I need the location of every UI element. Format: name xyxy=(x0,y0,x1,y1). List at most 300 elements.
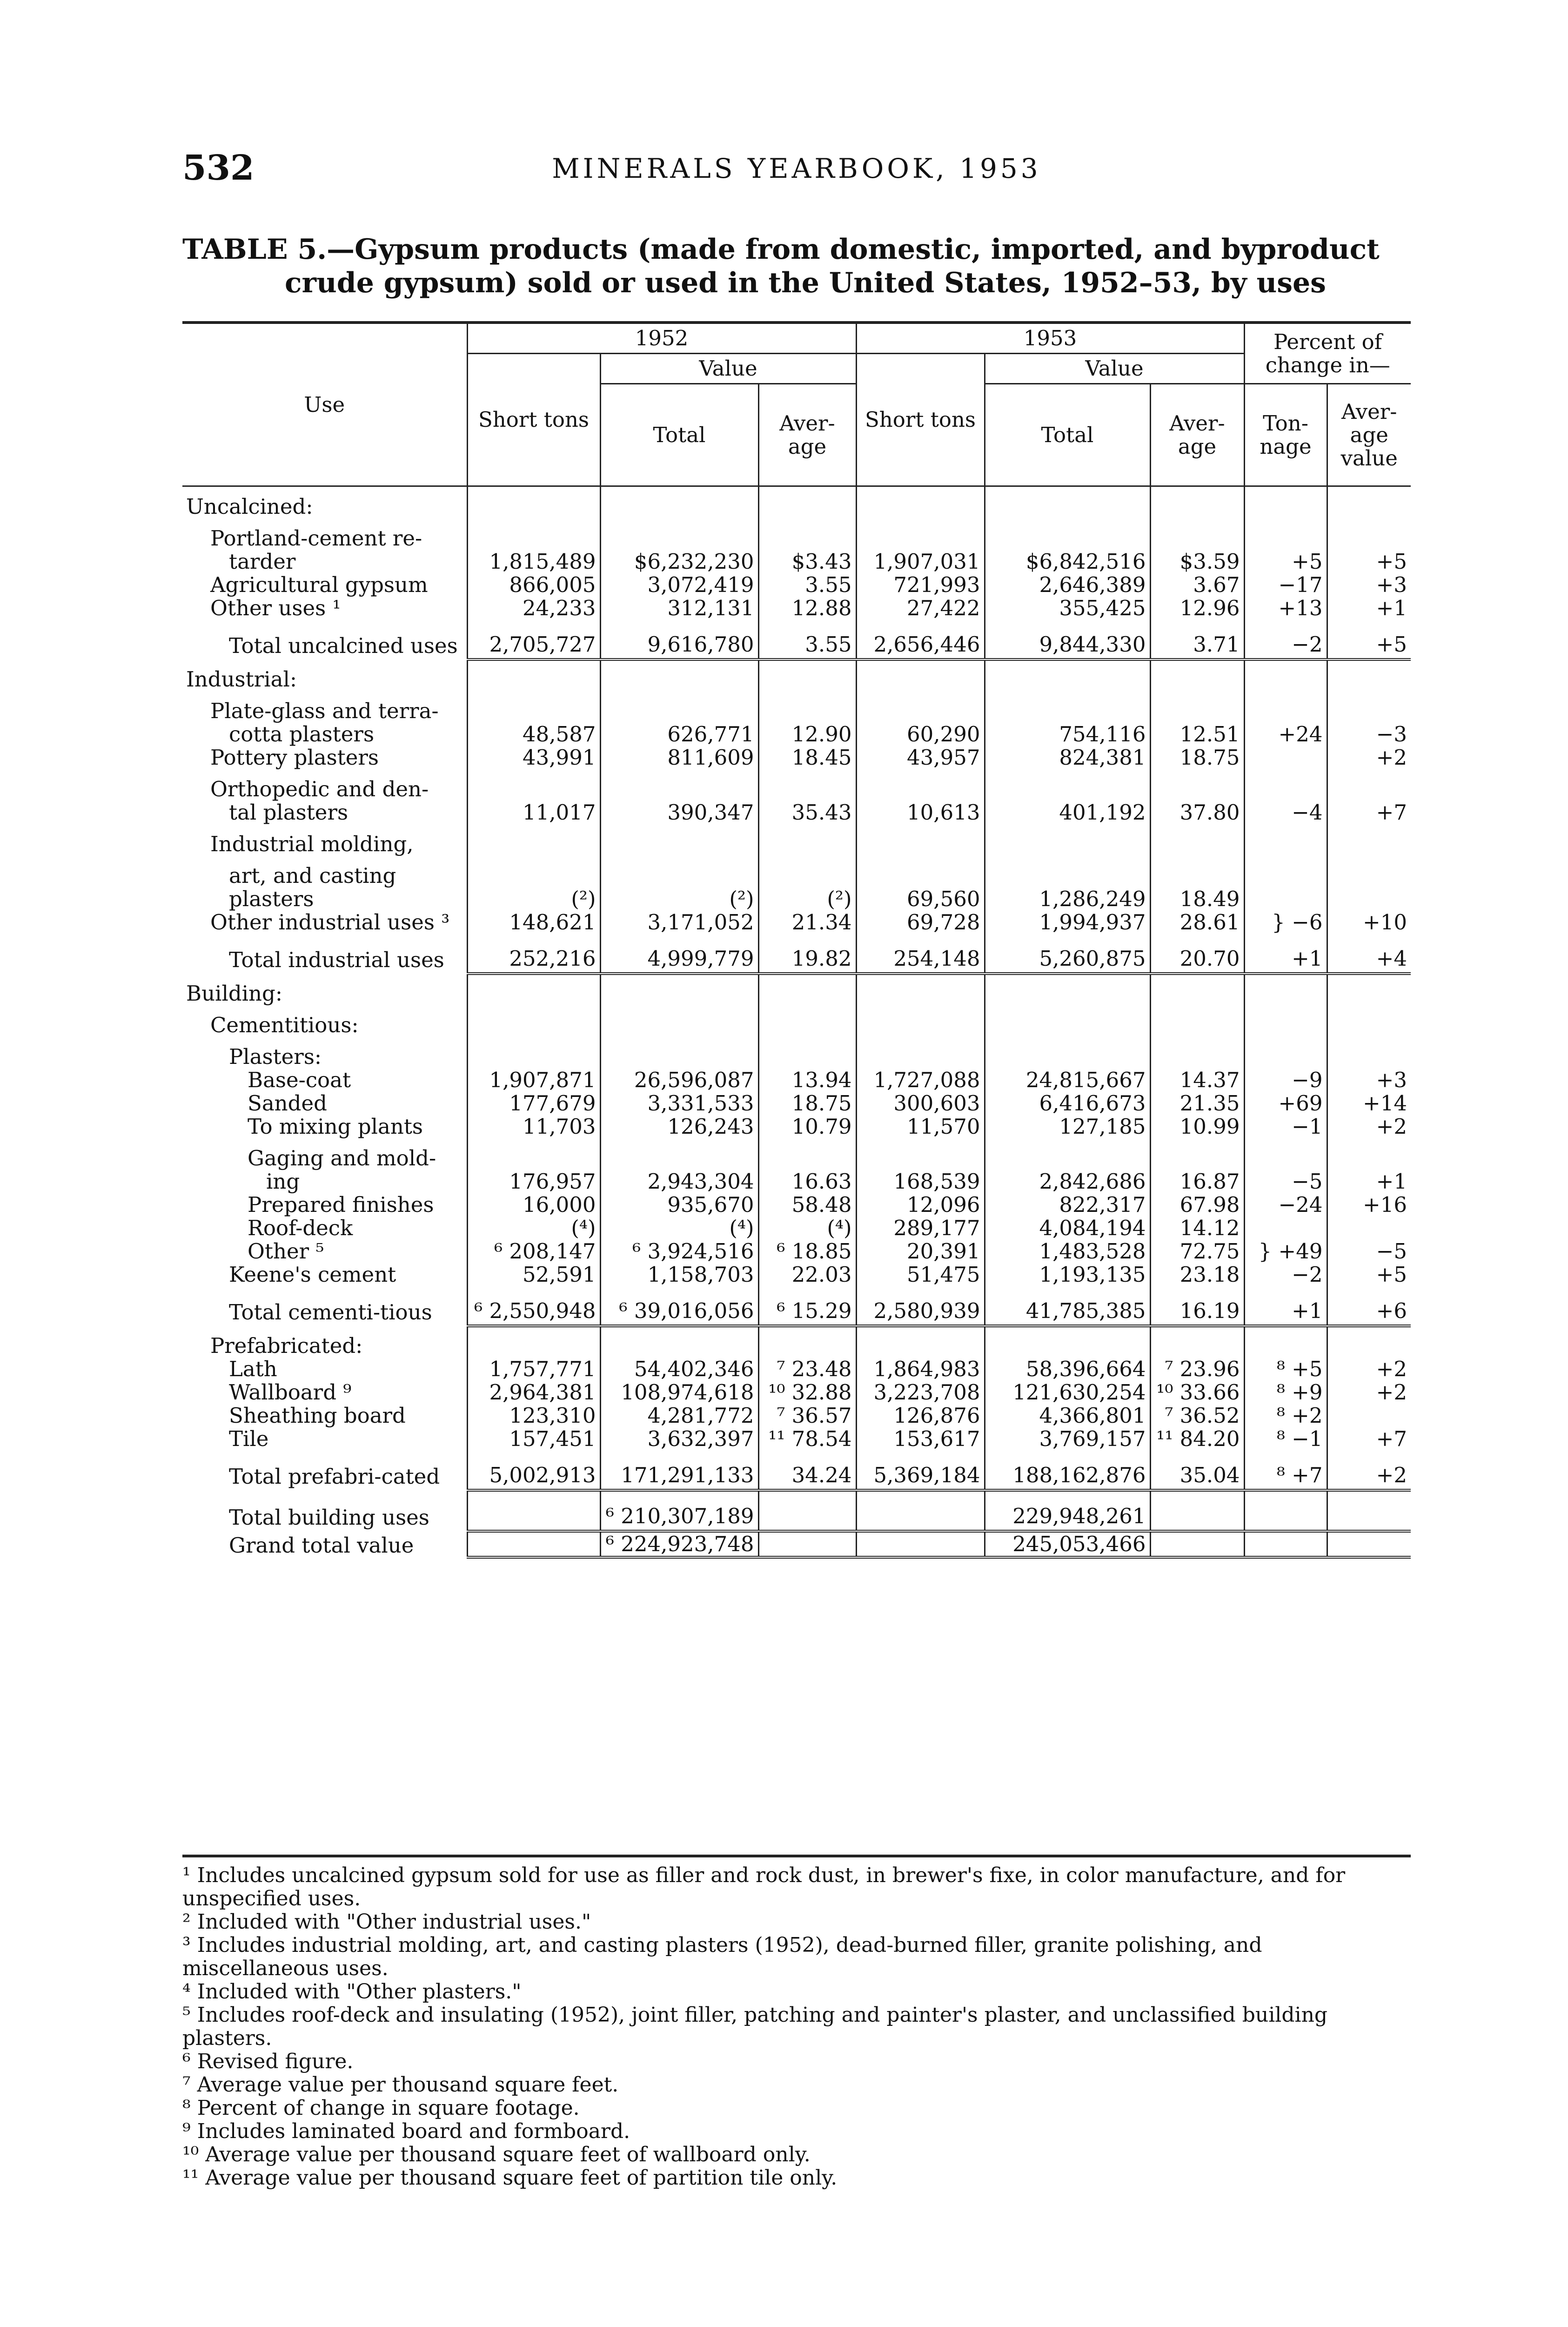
cell xyxy=(985,659,1150,691)
cell xyxy=(467,1531,600,1557)
total-row xyxy=(182,1531,1411,1557)
cell xyxy=(985,824,1150,856)
cell: +1 xyxy=(1244,1286,1327,1326)
cell: 5,002,913 xyxy=(467,1451,600,1490)
cell xyxy=(467,691,600,723)
cell xyxy=(467,974,600,1005)
row-label: plasters xyxy=(229,887,314,911)
cell xyxy=(600,824,758,856)
cell xyxy=(985,518,1150,550)
cell xyxy=(467,518,600,550)
cell: 19.82 xyxy=(758,934,856,974)
cell: 3.71 xyxy=(1150,620,1244,659)
cell: 18.49 xyxy=(1150,888,1244,911)
cell: 10,613 xyxy=(856,801,985,824)
total-row xyxy=(182,1490,1411,1531)
table-row xyxy=(182,1115,1411,1138)
table-row xyxy=(182,1069,1411,1092)
cell xyxy=(1327,659,1411,691)
row-label: Base-coat xyxy=(248,1068,351,1092)
cell: 12.90 xyxy=(758,723,856,746)
cell: +14 xyxy=(1327,1092,1411,1115)
cell xyxy=(758,1531,856,1557)
cell xyxy=(1327,1531,1411,1557)
section-heading-row xyxy=(182,856,1411,888)
section-heading-row xyxy=(182,824,1411,856)
cell: 1,815,489 xyxy=(467,550,600,573)
row-label: Gaging and mold- xyxy=(248,1146,436,1170)
cell: 245,053,466 xyxy=(985,1531,1150,1557)
cell xyxy=(985,1326,1150,1358)
section-heading-row xyxy=(182,1005,1411,1037)
cell: −2 xyxy=(1244,620,1327,659)
cell: 52,591 xyxy=(467,1263,600,1286)
row-label: Sheathing board xyxy=(229,1403,406,1428)
cell: 41,785,385 xyxy=(985,1286,1150,1326)
cell xyxy=(1244,824,1327,856)
cell: 2,964,381 xyxy=(467,1381,600,1404)
cell: 3,632,397 xyxy=(600,1427,758,1451)
cell: +5 xyxy=(1327,550,1411,573)
cell xyxy=(1150,824,1244,856)
row-label: Total prefabri-cated xyxy=(229,1464,440,1489)
cell xyxy=(1150,486,1244,519)
cell xyxy=(1327,691,1411,723)
cell: 229,948,261 xyxy=(985,1490,1150,1531)
cell: } −6 xyxy=(1244,911,1327,934)
cell: +5 xyxy=(1327,1263,1411,1286)
cell xyxy=(758,974,856,1005)
cell: 176,957 xyxy=(467,1170,600,1193)
cell: ⁸ +9 xyxy=(1244,1381,1327,1404)
cell: 12.88 xyxy=(758,597,856,620)
cell: 48,587 xyxy=(467,723,600,746)
cell: 20,391 xyxy=(856,1240,985,1263)
row-label: To mixing plants xyxy=(248,1114,423,1139)
cell xyxy=(1244,1490,1327,1531)
cell: 390,347 xyxy=(600,801,758,824)
table-caption xyxy=(182,233,1411,300)
row-label: Prepared finishes xyxy=(248,1192,434,1217)
cell xyxy=(1327,974,1411,1005)
footnote: ¹¹ Average value per thousand square feet of partition tile only. xyxy=(182,2166,838,2190)
cell: −4 xyxy=(1244,801,1327,824)
cell xyxy=(1244,1531,1327,1557)
header-total-1952: Total xyxy=(600,384,758,486)
row-label: ing xyxy=(266,1169,300,1194)
cell: 822,317 xyxy=(985,1193,1150,1217)
cell: 54,402,346 xyxy=(600,1358,758,1381)
header-year-1953: 1953 xyxy=(856,323,1244,354)
cell: ⁷ 36.52 xyxy=(1150,1404,1244,1427)
cell xyxy=(1150,974,1244,1005)
row-label: Plate-glass and terra- xyxy=(210,699,439,723)
cell: 157,451 xyxy=(467,1427,600,1451)
caption-line-2: crude gypsum) sold or used in the United States, 1952–53, by uses xyxy=(285,267,1326,299)
cell: 824,381 xyxy=(985,746,1150,769)
table-row xyxy=(182,1193,1411,1217)
cell: (²) xyxy=(758,888,856,911)
cell xyxy=(467,1490,600,1531)
cell: 14.12 xyxy=(1150,1217,1244,1240)
cell: 18.75 xyxy=(758,1092,856,1115)
cell xyxy=(600,1326,758,1358)
row-label: Total industrial uses xyxy=(229,948,444,972)
cell xyxy=(856,974,985,1005)
cell: ¹⁰ 32.88 xyxy=(758,1381,856,1404)
cell xyxy=(467,486,600,519)
cell: +2 xyxy=(1327,1381,1411,1404)
cell: 1,158,703 xyxy=(600,1263,758,1286)
header-percent-change: Percent of change in— xyxy=(1244,323,1411,384)
cell: +4 xyxy=(1327,934,1411,974)
footnote: ⁷ Average value per thousand square feet. xyxy=(182,2073,619,2097)
row-label: Total building uses xyxy=(229,1505,429,1530)
cell xyxy=(985,974,1150,1005)
cell xyxy=(758,518,856,550)
cell xyxy=(1244,1037,1327,1069)
cell xyxy=(1327,1490,1411,1531)
section-heading-row xyxy=(182,769,1411,801)
cell: 13.94 xyxy=(758,1069,856,1092)
cell: 171,291,133 xyxy=(600,1451,758,1490)
cell: +7 xyxy=(1327,1427,1411,1451)
row-label: Grand total value xyxy=(229,1533,414,1558)
total-row xyxy=(182,620,1411,659)
cell: 16,000 xyxy=(467,1193,600,1217)
row-label: Roof-deck xyxy=(248,1216,353,1240)
section-heading-row xyxy=(182,486,1411,519)
table-container xyxy=(182,321,1411,1559)
section-heading-row xyxy=(182,691,1411,723)
cell xyxy=(1244,659,1327,691)
cell: 10.99 xyxy=(1150,1115,1244,1138)
cell: +3 xyxy=(1327,1069,1411,1092)
cell xyxy=(1244,518,1327,550)
cell xyxy=(600,1037,758,1069)
table-row xyxy=(182,550,1411,573)
cell: ⁸ −1 xyxy=(1244,1427,1327,1451)
row-label: Uncalcined: xyxy=(186,494,313,519)
table-header xyxy=(182,323,1411,486)
cell xyxy=(856,1531,985,1557)
cell: } +49 xyxy=(1244,1240,1327,1263)
cell xyxy=(1244,486,1327,519)
cell xyxy=(758,1326,856,1358)
cell: 6,416,673 xyxy=(985,1092,1150,1115)
cell: 28.61 xyxy=(1150,911,1244,934)
cell: 3,072,419 xyxy=(600,573,758,597)
cell: 22.03 xyxy=(758,1263,856,1286)
table-row xyxy=(182,801,1411,824)
cell xyxy=(1327,1404,1411,1427)
cell: 23.18 xyxy=(1150,1263,1244,1286)
cell: +2 xyxy=(1327,1451,1411,1490)
gypsum-products-table xyxy=(182,321,1411,1559)
cell: 2,842,686 xyxy=(985,1170,1150,1193)
cell: 24,815,667 xyxy=(985,1069,1150,1092)
cell xyxy=(1150,1531,1244,1557)
cell xyxy=(1150,659,1244,691)
cell xyxy=(467,824,600,856)
cell xyxy=(1327,1326,1411,1358)
footnotes xyxy=(182,1855,1411,2190)
total-row xyxy=(182,1286,1411,1326)
cell xyxy=(985,486,1150,519)
cell: ¹⁰ 33.66 xyxy=(1150,1381,1244,1404)
cell: 3.55 xyxy=(758,573,856,597)
row-label: Industrial: xyxy=(186,667,297,692)
cell xyxy=(758,769,856,801)
table-row xyxy=(182,1092,1411,1115)
cell: ⁷ 23.96 xyxy=(1150,1358,1244,1381)
row-label: art, and casting xyxy=(229,863,396,888)
cell xyxy=(1327,888,1411,911)
cell xyxy=(856,769,985,801)
cell xyxy=(600,769,758,801)
cell xyxy=(758,659,856,691)
cell: 2,943,304 xyxy=(600,1170,758,1193)
cell: $6,842,516 xyxy=(985,550,1150,573)
cell: 67.98 xyxy=(1150,1193,1244,1217)
cell: +7 xyxy=(1327,801,1411,824)
footnote: ³ Includes industrial molding, art, and casting plasters (1952), dead-burned filler, granite polishing, and miscellaneous uses. xyxy=(182,1933,1262,1980)
cell: 300,603 xyxy=(856,1092,985,1115)
cell: 626,771 xyxy=(600,723,758,746)
cell: 16.87 xyxy=(1150,1170,1244,1193)
cell: 16.19 xyxy=(1150,1286,1244,1326)
row-label: Other industrial uses ³ xyxy=(210,910,450,935)
cell: +10 xyxy=(1327,911,1411,934)
cell: 401,192 xyxy=(985,801,1150,824)
total-row xyxy=(182,1451,1411,1490)
cell: 43,957 xyxy=(856,746,985,769)
cell xyxy=(1150,691,1244,723)
section-heading-row xyxy=(182,974,1411,1005)
cell: 126,243 xyxy=(600,1115,758,1138)
row-label: cotta plasters xyxy=(229,722,375,747)
table-row xyxy=(182,1381,1411,1404)
cell xyxy=(1327,518,1411,550)
cell: 177,679 xyxy=(467,1092,600,1115)
header-short-tons-1952: Short tons xyxy=(467,354,600,486)
cell: 1,757,771 xyxy=(467,1358,600,1381)
cell: 24,233 xyxy=(467,597,600,620)
row-label: Building: xyxy=(186,981,282,1006)
cell: 3,769,157 xyxy=(985,1427,1150,1451)
cell: 2,646,389 xyxy=(985,573,1150,597)
cell xyxy=(600,1138,758,1170)
cell xyxy=(856,1037,985,1069)
header-use: Use xyxy=(182,323,467,486)
row-label: Keene's cement xyxy=(229,1262,396,1287)
cell: +2 xyxy=(1327,746,1411,769)
cell xyxy=(1327,486,1411,519)
cell: ⁸ +2 xyxy=(1244,1404,1327,1427)
cell xyxy=(985,856,1150,888)
cell: −5 xyxy=(1327,1240,1411,1263)
table-row xyxy=(182,597,1411,620)
cell: 5,369,184 xyxy=(856,1451,985,1490)
cell: ⁶ 15.29 xyxy=(758,1286,856,1326)
cell: 12.96 xyxy=(1150,597,1244,620)
cell xyxy=(600,856,758,888)
cell: 11,017 xyxy=(467,801,600,824)
cell xyxy=(1244,856,1327,888)
cell xyxy=(467,1326,600,1358)
cell xyxy=(856,518,985,550)
cell: 2,580,939 xyxy=(856,1286,985,1326)
cell: 148,621 xyxy=(467,911,600,934)
cell xyxy=(600,518,758,550)
cell: +5 xyxy=(1327,620,1411,659)
cell xyxy=(1244,746,1327,769)
cell: ⁸ +7 xyxy=(1244,1451,1327,1490)
table-row xyxy=(182,1217,1411,1240)
cell: 5,260,875 xyxy=(985,934,1150,974)
cell xyxy=(985,1037,1150,1069)
cell xyxy=(758,1037,856,1069)
cell: 123,310 xyxy=(467,1404,600,1427)
cell xyxy=(1150,769,1244,801)
cell: −3 xyxy=(1327,723,1411,746)
row-label: Other uses ¹ xyxy=(210,596,341,620)
cell: 43,991 xyxy=(467,746,600,769)
cell: 9,616,780 xyxy=(600,620,758,659)
cell: 34.24 xyxy=(758,1451,856,1490)
cell xyxy=(1244,691,1327,723)
cell: +2 xyxy=(1327,1358,1411,1381)
cell: 1,727,088 xyxy=(856,1069,985,1092)
cell xyxy=(856,1326,985,1358)
cell: 935,670 xyxy=(600,1193,758,1217)
cell xyxy=(1244,974,1327,1005)
table-row xyxy=(182,573,1411,597)
row-label: Tile xyxy=(229,1426,269,1451)
cell xyxy=(467,769,600,801)
cell: ⁶ 210,307,189 xyxy=(600,1490,758,1531)
row-label: tal plasters xyxy=(229,800,348,825)
cell: −17 xyxy=(1244,573,1327,597)
cell: ⁶ 18.85 xyxy=(758,1240,856,1263)
cell xyxy=(985,769,1150,801)
cell xyxy=(1150,1326,1244,1358)
cell: (²) xyxy=(467,888,600,911)
row-label: Agricultural gypsum xyxy=(210,572,428,597)
cell xyxy=(1150,856,1244,888)
footnote: ⁶ Revised figure. xyxy=(182,2050,354,2073)
row-label: Portland-cement re- xyxy=(210,526,422,551)
table-row xyxy=(182,723,1411,746)
cell xyxy=(467,659,600,691)
table-row xyxy=(182,1427,1411,1451)
cell xyxy=(856,659,985,691)
cell: 18.45 xyxy=(758,746,856,769)
cell: 14.37 xyxy=(1150,1069,1244,1092)
cell: +3 xyxy=(1327,573,1411,597)
cell: +16 xyxy=(1327,1193,1411,1217)
row-label: Total uncalcined uses xyxy=(229,633,458,658)
row-label: Wallboard ⁹ xyxy=(229,1380,352,1405)
cell: 60,290 xyxy=(856,723,985,746)
cell xyxy=(1327,856,1411,888)
cell: 12,096 xyxy=(856,1193,985,1217)
cell: 3,223,708 xyxy=(856,1381,985,1404)
table-row xyxy=(182,1404,1411,1427)
cell xyxy=(1150,1037,1244,1069)
cell xyxy=(985,691,1150,723)
page-number: 532 xyxy=(182,148,255,188)
caption-line-1: TABLE 5.—Gypsum products (made from domestic, imported, and byproduct xyxy=(182,233,1380,266)
header-average-value: Aver-age value xyxy=(1327,384,1411,486)
cell xyxy=(1327,1037,1411,1069)
cell: 1,483,528 xyxy=(985,1240,1150,1263)
row-label: Prefabricated: xyxy=(210,1333,363,1358)
cell: 254,148 xyxy=(856,934,985,974)
cell: 811,609 xyxy=(600,746,758,769)
cell: 121,630,254 xyxy=(985,1381,1150,1404)
cell xyxy=(758,691,856,723)
cell xyxy=(985,1138,1150,1170)
row-label: tarder xyxy=(229,549,296,574)
row-label: Sanded xyxy=(248,1091,327,1116)
cell xyxy=(856,1138,985,1170)
cell xyxy=(1327,1217,1411,1240)
cell: 127,185 xyxy=(985,1115,1150,1138)
cell xyxy=(600,1005,758,1037)
cell xyxy=(1244,1217,1327,1240)
cell: ¹¹ 78.54 xyxy=(758,1427,856,1451)
cell xyxy=(1150,1005,1244,1037)
cell: 51,475 xyxy=(856,1263,985,1286)
cell xyxy=(856,856,985,888)
cell xyxy=(467,1138,600,1170)
cell xyxy=(1327,1138,1411,1170)
cell xyxy=(467,1037,600,1069)
table-row xyxy=(182,1240,1411,1263)
cell: ⁶ 2,550,948 xyxy=(467,1286,600,1326)
cell: +69 xyxy=(1244,1092,1327,1115)
cell: 108,974,618 xyxy=(600,1381,758,1404)
cell: 10.79 xyxy=(758,1115,856,1138)
cell: 27,422 xyxy=(856,597,985,620)
cell: 12.51 xyxy=(1150,723,1244,746)
section-heading-row xyxy=(182,1326,1411,1358)
table-row xyxy=(182,746,1411,769)
header-short-tons-1953: Short tons xyxy=(856,354,985,486)
row-label: Orthopedic and den- xyxy=(210,777,429,801)
table-row xyxy=(182,888,1411,911)
cell xyxy=(856,1490,985,1531)
header-value-1952: Value xyxy=(600,354,856,384)
cell: 3.67 xyxy=(1150,573,1244,597)
cell: (⁴) xyxy=(467,1217,600,1240)
cell: ⁷ 23.48 xyxy=(758,1358,856,1381)
cell xyxy=(600,974,758,1005)
cell: −1 xyxy=(1244,1115,1327,1138)
cell xyxy=(985,1005,1150,1037)
cell xyxy=(758,1490,856,1531)
cell: 26,596,087 xyxy=(600,1069,758,1092)
cell: 58.48 xyxy=(758,1193,856,1217)
page-header xyxy=(182,148,1411,190)
cell: 35.43 xyxy=(758,801,856,824)
cell xyxy=(856,486,985,519)
cell xyxy=(1327,1005,1411,1037)
cell xyxy=(1150,518,1244,550)
cell xyxy=(1244,888,1327,911)
total-row xyxy=(182,934,1411,974)
